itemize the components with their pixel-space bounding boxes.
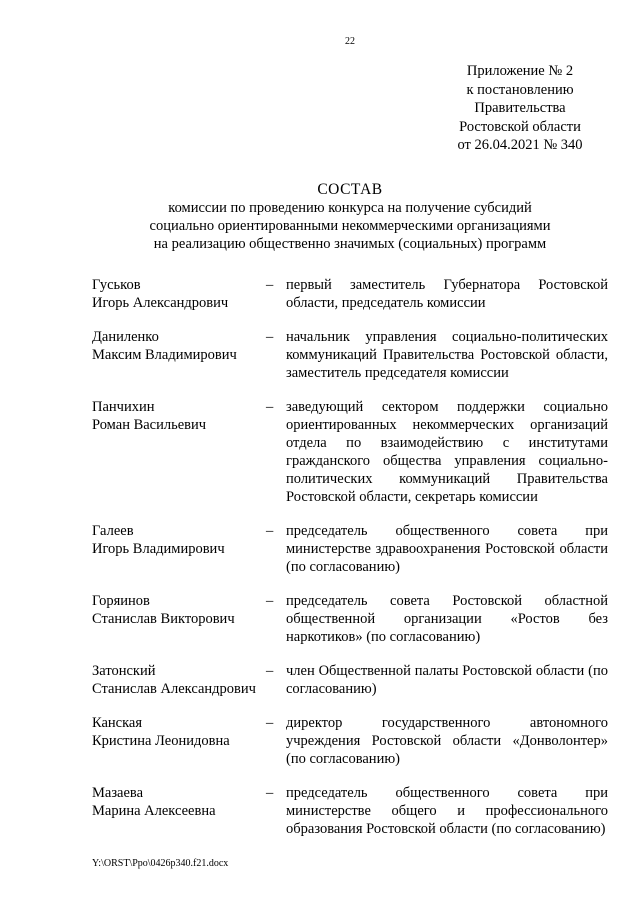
- appendix-line: Правительства: [474, 100, 566, 116]
- member-role: член Общественной палаты Ростовской области (по согласованию): [286, 663, 608, 697]
- member-entry: [92, 276, 612, 312]
- member-entry: [92, 522, 612, 576]
- member-dash: –: [266, 715, 274, 731]
- member-name: [92, 398, 266, 506]
- member-dash: –: [266, 399, 274, 415]
- appendix-line: к постановлению: [466, 81, 574, 98]
- member-role: заведующий сектором поддержки социально ориентированных некоммерческих организаций отдела по взаимодействию с институтами гражданского общества управления социально-политических коммуникаций Правительства Ростовской области, секретарь комиссии: [286, 399, 608, 505]
- member-given-name: Игорь Владимирович: [92, 541, 225, 557]
- document-subtitle-line: социально ориентированными некоммерческими организациями: [149, 218, 551, 234]
- member-name: [92, 522, 266, 576]
- member-given-name: Станислав Викторович: [92, 611, 235, 627]
- member-role: председатель общественного совета при министерстве здравоохранения Ростовской области (по согласованию): [286, 523, 608, 575]
- member-entry: [92, 662, 612, 698]
- member-given-name: Кристина Леонидовна: [92, 733, 230, 749]
- member-entry: [92, 784, 612, 838]
- member-role: первый заместитель Губернатора Ростовской области, председатель комиссии: [286, 277, 608, 311]
- document-title: СОСТАВ: [317, 181, 383, 198]
- member-name: [92, 714, 266, 768]
- document-heading: [90, 180, 610, 253]
- document-subtitle-line: на реализацию общественно значимых (социальных) программ: [153, 236, 547, 252]
- member-name: [92, 328, 266, 382]
- member-role: начальник управления социально-политических коммуникаций Правительства Ростовской области, заместитель председателя комиссии: [286, 329, 608, 381]
- member-given-name: Станислав Александрович: [92, 681, 256, 697]
- member-name: [92, 592, 266, 646]
- member-surname: Горяинов: [92, 593, 150, 609]
- member-dash: –: [266, 329, 274, 345]
- file-path-footer: Y:\ORST\Ppo\0426p340.f21.docx: [92, 858, 229, 869]
- appendix-line: Ростовской области: [459, 118, 581, 135]
- appendix-line: от 26.04.2021 № 340: [457, 137, 583, 153]
- member-name: [92, 784, 266, 838]
- member-dash: –: [266, 277, 274, 293]
- appendix-header: [440, 62, 600, 155]
- member-given-name: Игорь Александрович: [92, 295, 229, 311]
- member-given-name: Роман Васильевич: [92, 417, 207, 433]
- member-dash: –: [266, 593, 274, 609]
- member-surname: Канская: [92, 715, 143, 731]
- member-dash: –: [266, 523, 274, 539]
- commission-members-list: [92, 276, 612, 854]
- member-surname: Гуськов: [92, 277, 141, 293]
- member-name: [92, 276, 266, 312]
- member-surname: Мазаева: [92, 785, 144, 801]
- member-dash: –: [266, 663, 274, 679]
- member-given-name: Марина Алексеевна: [92, 803, 216, 819]
- member-entry: [92, 328, 612, 382]
- member-entry: [92, 592, 612, 646]
- page-number: 22: [345, 36, 355, 47]
- member-surname: Галеев: [92, 523, 134, 539]
- document-subtitle-line: комиссии по проведению конкурса на получение субсидий: [168, 200, 532, 216]
- member-surname: Даниленко: [92, 329, 159, 345]
- member-dash: –: [266, 785, 274, 801]
- member-entry: [92, 398, 612, 506]
- member-role: директор государственного автономного учреждения Ростовской области «Донволонтер» (по согласованию): [286, 715, 608, 767]
- member-role: председатель общественного совета при министерстве общего и профессионального образования Ростовской области (по согласованию): [286, 785, 608, 837]
- appendix-line: Приложение № 2: [466, 63, 574, 79]
- member-entry: [92, 714, 612, 768]
- member-given-name: Максим Владимирович: [92, 347, 237, 363]
- member-surname: Затонский: [92, 663, 156, 679]
- member-surname: Панчихин: [92, 399, 155, 415]
- member-name: [92, 662, 266, 698]
- member-role: председатель совета Ростовской областной общественной организации «Ростов без наркотиков» (по согласованию): [286, 593, 608, 645]
